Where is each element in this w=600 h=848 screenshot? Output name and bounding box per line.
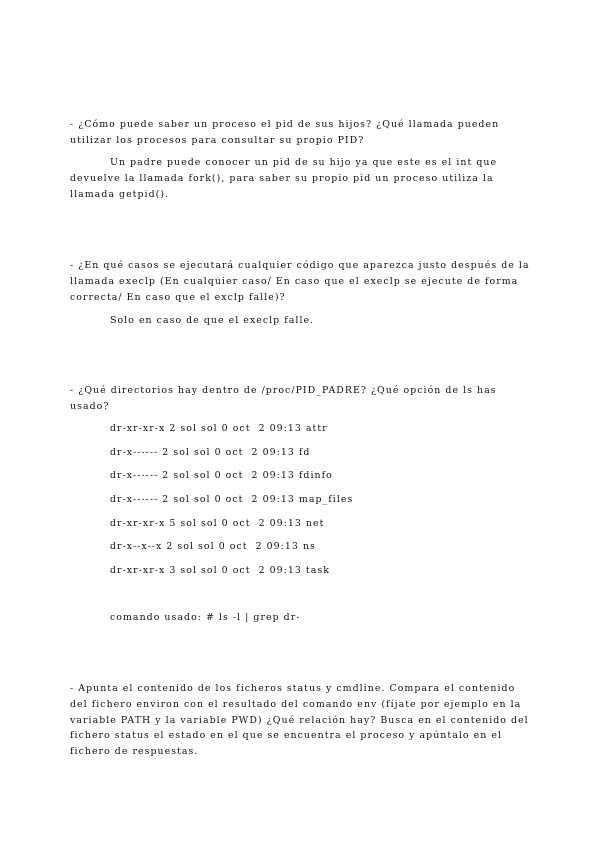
- listing-line: dr-xr-xr-x 2 sol sol 0 oct 2 09:13 attr: [110, 423, 328, 434]
- listing-line: dr-xr-xr-x 5 sol sol 0 oct 2 09:13 net: [110, 517, 325, 529]
- listing-line: dr-x--x--x 2 sol sol 0 oct 2 09:13 ns: [110, 541, 316, 553]
- question-4: - Apunta el contenido de los ficheros status y cmdline. Compara el contenido del fichero environ con el resultado del comando env (fíjate por ejemplo en la variable PATH y la variable PWD) ¿Qué relación hay? Busca en el contenido del fichero status el estado en el que se encuentra el proceso y apúntalo en el fichero de respuestas.: [70, 683, 529, 758]
- command-used: comando usado: # ls -l | grep dr-: [110, 612, 301, 623]
- question-1: - ¿Cómo puede saber un proceso el pid de sus hijos? ¿Qué llamada pueden utilizar los procesos para consultar su propio PID?: [70, 119, 500, 146]
- listing-line: dr-x------ 2 sol sol 0 oct 2 09:13 fdinfo: [110, 470, 333, 482]
- listing-line: dr-x------ 2 sol sol 0 oct 2 09:13 map_files: [110, 494, 354, 506]
- question-2: - ¿En qué casos se ejecutará cualquier código que aparezca justo después de la llamada execlp (En cualquier caso/ En caso que el execlp se ejecute de forma correcta/ En caso que el exclp falle)?: [70, 260, 530, 303]
- question-3: - ¿Qué directorios hay dentro de /proc/PID_PADRE? ¿Qué opción de ls has usado?: [70, 385, 497, 412]
- directory-listing: [110, 421, 510, 587]
- answer-2: Solo en caso de que el execlp falle.: [110, 315, 315, 326]
- answer-1: Un padre puede conocer un pid de su hijo ya que este es el int que devuelve la llamada fork(), para saber su propio pid un proceso utiliza la llamada getpid().: [70, 157, 498, 200]
- listing-line: dr-xr-xr-x 3 sol sol 0 oct 2 09:13 task: [110, 565, 330, 577]
- listing-line: dr-x------ 2 sol sol 0 oct 2 09:13 fd: [110, 446, 311, 458]
